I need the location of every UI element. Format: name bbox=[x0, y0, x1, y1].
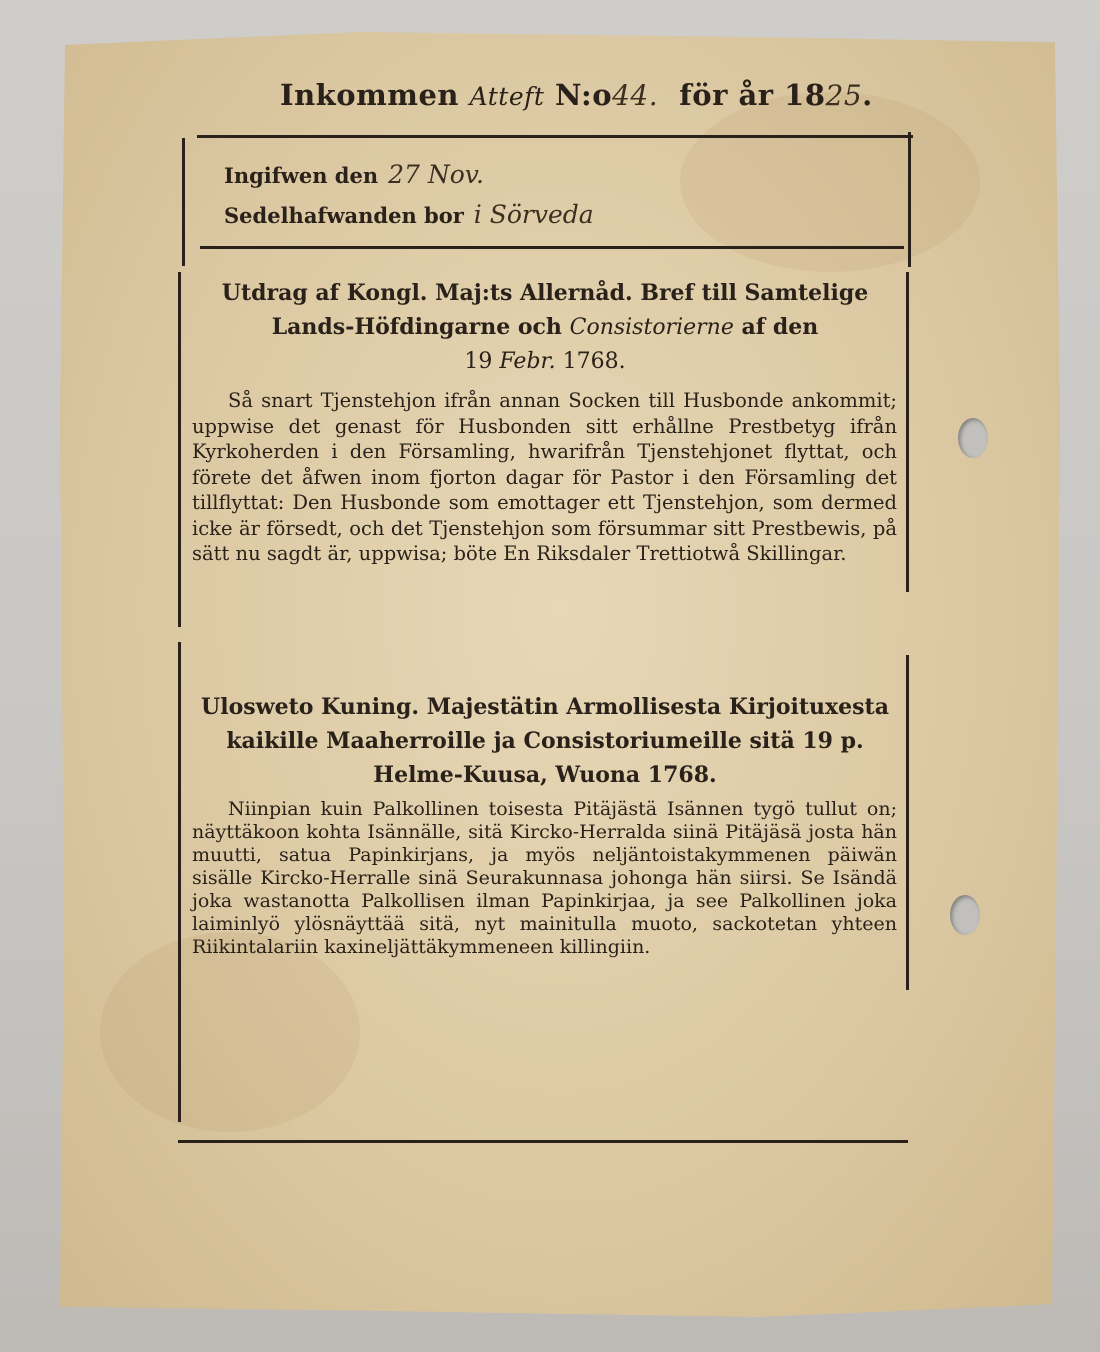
finnish-body: Niinpian kuin Palkollinen toisesta Pitäjästä Isännen tygö tullut on; näyttäkoon kohta Isännälle, sitä Kircko-Herralda siinä Pitäjäsä josta hän muutti, satua Papinkirjans, ja myös neljäntoistakymmenen päiwän sisälle Kircko-Herralle sinä Seurakunnasa johonga hän siirsi. Se Isändä joka wastanotta Palkollisen ilman Papinkirjaa, ja see Palkollinen joka laiminlyö ylösnäyttää sitä, nyt mainitulla muoto, sackotetan yhteen Riikintalariin kaxineljättäkymmeneen killingiin. bbox=[192, 798, 897, 958]
finnish-title-line1: Ulosweto Kuning. Majestätin Armollisesta Kirjoituxesta bbox=[201, 694, 889, 720]
finnish-title-line3: Helme-Kuusa, Wuona 1768. bbox=[373, 762, 717, 788]
sedel-line bbox=[224, 200, 594, 229]
ingifwen-label: Ingifwen den bbox=[224, 163, 379, 188]
header-year-handwritten: 25 bbox=[825, 79, 863, 112]
finnish-title bbox=[190, 690, 900, 792]
swedish-title-line2: Lands-Höfdingarne och Consistorierne af den bbox=[271, 314, 819, 340]
frame-right-rule bbox=[906, 655, 909, 990]
swedish-title-line1: Utdrag af Kongl. Maj:ts Allernåd. Bref till Samtelige bbox=[221, 280, 869, 306]
ingifwen-line bbox=[224, 160, 484, 189]
bottom-rule bbox=[178, 1140, 908, 1143]
swedish-title bbox=[190, 276, 900, 379]
frame-left-rule bbox=[178, 272, 181, 627]
frame-left-rule bbox=[178, 642, 181, 1122]
box-right-rule bbox=[908, 132, 911, 267]
swedish-title-line3: 19 Febr. 1768. bbox=[464, 349, 626, 374]
swedish-body: Så snart Tjenstehjon ifrån annan Socken till Husbonde ankommit; uppwise det genast för Husbonden sitt erhållne Prestbetyg ifrån Kyrkoherden i den Församling, hwarifrån Tjenstehjonet flyttat, och förete det åfwen inom fjorton dagar för Pastor i den Församling det tillflyttat: Den Husbonde som emottager ett Tjenstehjon, som dermed icke är försedt, och det Tjenstehjon som försummar sitt Prestbewis, på sätt nu sagdt är, uppwisa; böte En Riksdaler Trettiotwå Skillingar. bbox=[192, 389, 897, 565]
ingifwen-value: 27 Nov. bbox=[388, 160, 484, 189]
header-atteft: Atteft bbox=[469, 82, 545, 111]
punch-hole-icon bbox=[950, 895, 980, 935]
header-no-value: 44. bbox=[612, 79, 659, 112]
header-no-label: N:o bbox=[555, 78, 613, 112]
paper-stain bbox=[680, 92, 980, 272]
sedel-value: i Sörveda bbox=[473, 200, 594, 229]
header-intro: Inkommen bbox=[280, 78, 459, 112]
top-rule bbox=[197, 135, 913, 138]
box-bottom-rule bbox=[200, 246, 904, 249]
frame-right-rule bbox=[906, 272, 909, 592]
header-trail: . bbox=[862, 78, 873, 112]
header-year-printed: 18 bbox=[784, 78, 826, 112]
finnish-title-line2: kaikille Maaherroille ja Consistoriumeille sitä 19 p. bbox=[226, 728, 864, 754]
box-left-rule bbox=[182, 138, 185, 266]
punch-hole-icon bbox=[958, 418, 988, 458]
document-header bbox=[280, 78, 873, 112]
header-year-label: för år bbox=[679, 78, 774, 112]
sedel-label: Sedelhafwanden bor bbox=[224, 203, 464, 228]
paper-stain bbox=[100, 932, 360, 1132]
